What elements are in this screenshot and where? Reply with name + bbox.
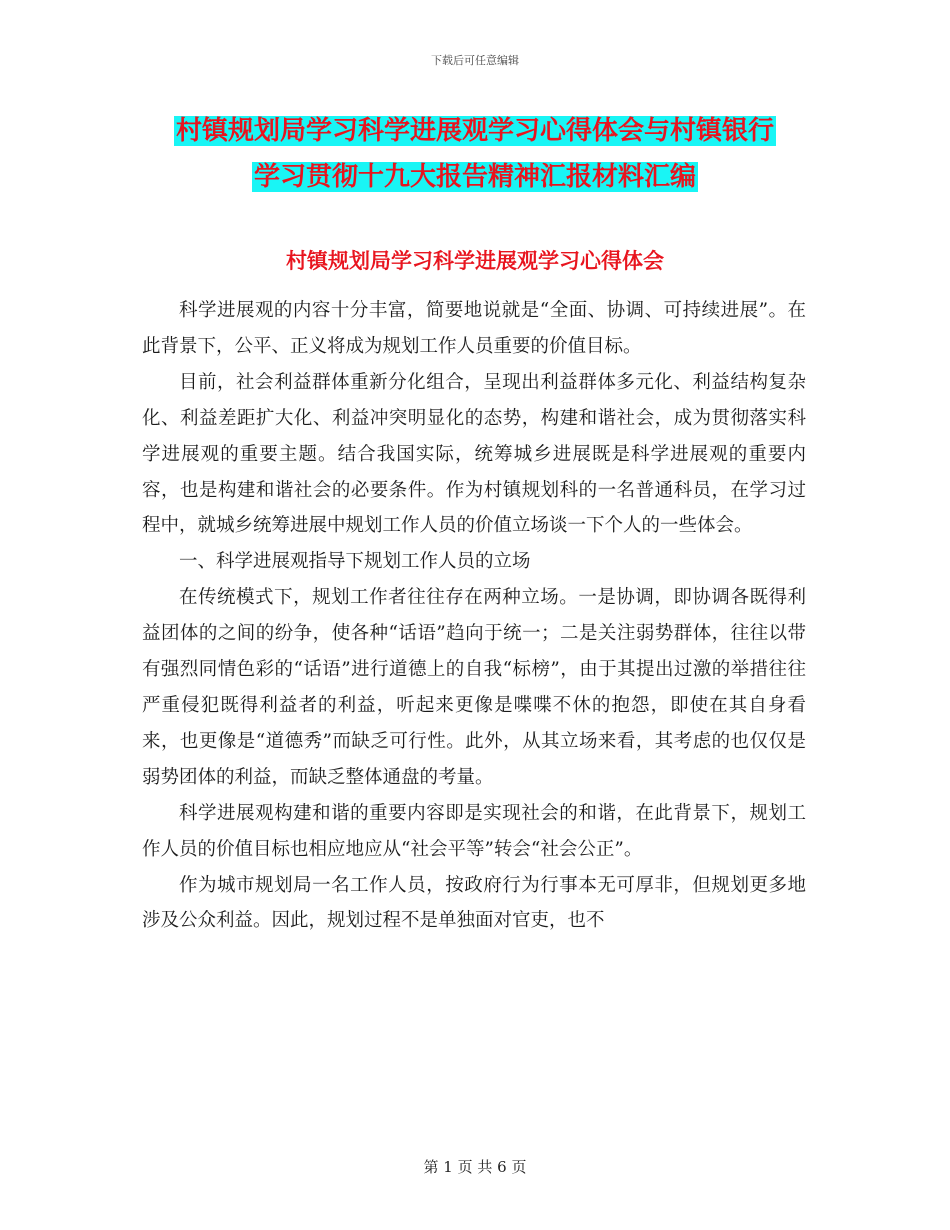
title-line-1: 村镇规划局学习科学进展观学习心得体会与村镇银行 [175,116,774,146]
paragraph: 科学进展观的内容十分丰富，简要地说就是“全面、协调、可持续进展”。在此背景下，公平、正义将成为规划工作人员重要的价值目标。 [142,300,806,357]
title-line-2: 学习贯彻十九大报告精神汇报材料汇编 [253,162,696,192]
paragraph: 在传统模式下，规划工作者往往存在两种立场。一是协调，即协调各既得利益团体的之间的纷争，使各种“话语”趋向于统一；二是关注弱势群体，往往以带有强烈同情色彩的“话语”进行道德上的自我“标榜”，由于其提出过激的举措往往严重侵犯既得利益者的利益，听起来更像是喋喋不休的抱怨，即使在其自身看来，也更像是“道德秀”而缺乏可行性。此外，从其立场来看，其考虑的也仅仅是弱势团体的利益，而缺乏整体通盘的考量。 [142,587,806,788]
section-heading: 一、科学进展观指导下规划工作人员的立场 [179,551,531,573]
page-header: 下载后可任意编辑 [431,54,519,67]
paragraph: 作为城市规划局一名工作人员，按政府行为行事本无可厚非，但规划更多地涉及公众利益。因此，规划过程不是单独面对官吏，也不 [142,874,806,932]
section-title: 村镇规划局学习科学进展观学习心得体会 [286,249,664,273]
paragraph: 科学进展观构建和谐的重要内容即是实现社会的和谐，在此背景下，规划工作人员的价值目标也相应地应从“社会平等”转会“社会公正”。 [142,802,806,860]
document-title [140,108,810,200]
paragraph: 目前，社会利益群体重新分化组合，呈现出利益群体多元化、利益结构复杂化、利益差距扩大化、利益冲突明显化的态势，构建和谐社会，成为贯彻落实科学进展观的重要主题。结合我国实际，统筹城乡进展既是科学进展观的重要内容，也是构建和谐社会的必要条件。作为村镇规划科的一名普通科员，在学习过程中，就城乡统筹进展中规划工作人员的价值立场谈一下个人的一些体会。 [142,371,806,537]
page-footer: 第 1 页 共 6 页 [423,1158,527,1176]
body-text [142,293,806,939]
